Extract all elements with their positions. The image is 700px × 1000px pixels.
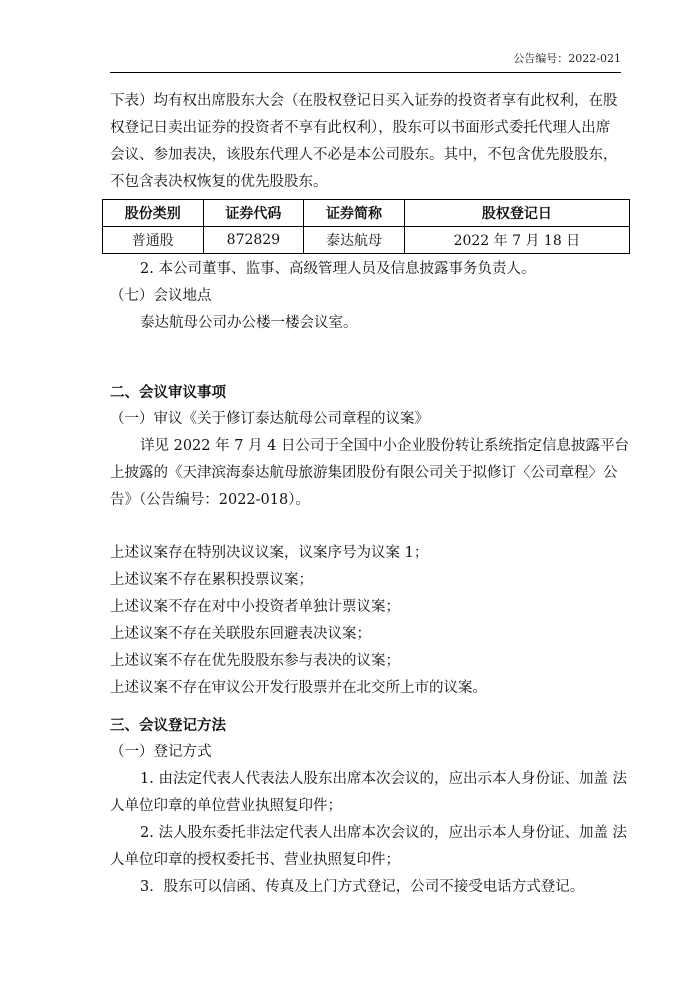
body-line: 会议、参加表决，该股东代理人不必是本公司股东。其中，不包含优先股股东，	[110, 147, 618, 163]
table-cell: 泰达航母	[304, 227, 405, 254]
registration-method-heading: （一）登记方式	[110, 744, 212, 760]
registration-item-line: 人单位印章的单位营业执照复印件；	[110, 798, 342, 814]
motion-statement: 上述议案不存在审议公开发行股票并在北交所上市的议案。	[110, 680, 487, 696]
registration-item-line: 人单位印章的授权委托书、营业执照复印件；	[110, 852, 400, 868]
header-divider	[110, 72, 621, 73]
table-cell: 普通股	[103, 227, 204, 254]
section-heading: 三、会议登记方法	[110, 717, 226, 734]
table-cell: 872829	[203, 227, 304, 254]
registration-item-line: 2. 法人股东委托非法定代表人出席本次会议的，应出示本人身份证、加盖 法	[140, 825, 628, 841]
registration-item-line: 3．股东可以信函、传真及上门方式登记，公司不接受电话方式登记。	[140, 879, 585, 895]
table-row	[103, 227, 630, 254]
table-header-cell: 股权登记日	[404, 200, 629, 227]
motion-detail-line: 上披露的《天津滨海泰达航母旅游集团股份有限公司关于拟修订〈公司章程〉公	[110, 465, 618, 481]
announcement-code: 公告编号：2022-021	[513, 52, 621, 65]
motion-detail-line: 详见 2022 年 7 月 4 日公司于全国中小企业股份转让系统指定信息披露平台	[140, 438, 630, 454]
document-body	[110, 88, 630, 901]
motion-statement: 上述议案不存在关联股东回避表决议案；	[110, 626, 371, 642]
motion-detail-line: 告》（公告编号：2022-018）。	[110, 492, 310, 508]
motion-statement: 上述议案不存在优先股股东参与表决的议案；	[110, 653, 400, 669]
table-header-cell: 证券代码	[203, 200, 304, 227]
body-line: 权登记日卖出证券的投资者不享有此权利），股东可以书面形式委托代理人出席	[110, 120, 611, 136]
body-line: 下表）均有权出席股东大会（在股权登记日买入证券的投资者享有此权利，在股	[110, 93, 618, 109]
motion-statement: 上述议案不存在对中小投资者单独计票议案；	[110, 599, 400, 615]
motion-heading: （一）审议《关于修订泰达航母公司章程的议案》	[110, 411, 429, 427]
motion-statement: 上述议案存在特别决议议案，议案序号为议案 1；	[110, 545, 429, 561]
attendee-item-2: 2. 本公司董事、监事、高级管理人员及信息披露事务负责人。	[140, 261, 536, 277]
section-heading: 二、会议审议事项	[110, 384, 226, 401]
table-header-cell: 股份类别	[103, 200, 204, 227]
table-cell: 2022 年 7 月 18 日	[404, 227, 629, 254]
registration-item-line: 1. 由法定代表人代表法人股东出席本次会议的，应出示本人身份证、加盖 法	[140, 771, 628, 787]
body-line: 不包含表决权恢复的优先股股东。	[110, 174, 328, 190]
motion-statement: 上述议案不存在累积投票议案；	[110, 572, 313, 588]
registration-table	[102, 199, 630, 254]
table-header-row	[103, 200, 630, 227]
table-header-cell: 证券简称	[304, 200, 405, 227]
location-heading: （七）会议地点	[110, 288, 212, 304]
location-text: 泰达航母公司办公楼一楼会议室。	[140, 315, 358, 331]
